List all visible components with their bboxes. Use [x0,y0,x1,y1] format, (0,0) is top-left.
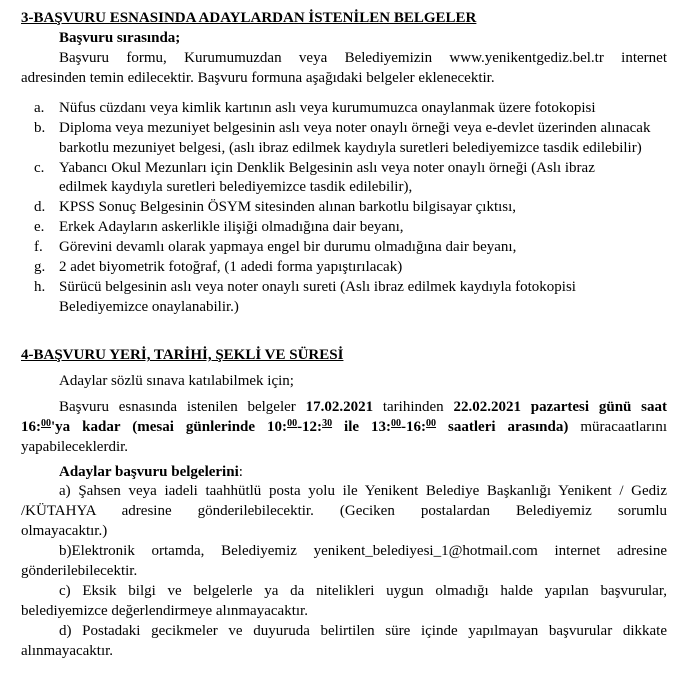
application-dates-line-3: yapabileceklerdir. [21,439,129,455]
list-item-text: KPSS Sonuç Belgesinin ÖSYM sitesinden alınan barkotlu bilgisayar çıktısı, [59,199,517,215]
application-dates-text: Başvuru esnasında istenilen belgeler [59,399,306,415]
end-date: 22.02.2021 pazartesi günü saat [453,399,667,415]
list-item-text: 2 adet biyometrik fotoğraf, (1 adedi forma yapıştırılacak) [59,259,403,275]
section-3-subheading: Başvuru sırasında; [59,30,181,46]
submission-intro-colon: : [238,464,243,480]
submission-option-b-line-1: b)Elektronik ortamda, Belediyemiz yenikent_belediyesi_1@hotmail.com internet adresine [59,543,667,559]
deadline-hour: 16: [21,419,41,435]
submission-option-a-line-1: a) Şahsen veya iadeli taahhütlü posta yolu ile Yenikent Belediye Başkanlığı Yenikent / Gediz [59,483,667,499]
list-item-text: Yabancı Okul Mezunları için Denklik Belgesinin aslı veya noter onaylı örneği (Aslı ibraz [59,160,595,176]
office-hours-minute: 00 [391,418,402,429]
office-hours-text: -16: [401,419,427,435]
office-hours-minute: 30 [322,418,333,429]
submission-option-d-line-1: d) Postadaki gecikmeler ve duyuruda belirtilen süre içinde yapılmayan başvurular dikkate [59,623,667,639]
submission-intro [59,463,243,482]
application-dates-line-1 [59,398,667,417]
list-item-text: Belediyemizce onaylanabilir.) [59,299,239,315]
application-dates-text: tarihinden [373,399,454,415]
deadline-minute: 00 [41,418,51,429]
list-letter: h. [34,279,46,295]
application-dates-text: müracaatlarını [568,419,667,435]
start-date: 17.02.2021 [305,399,374,415]
list-item-text: Görevini devamlı olarak yapmaya engel bir durumu olmadığına dair beyanı, [59,239,517,255]
submission-intro-label: Adaylar başvuru belgelerini [59,464,239,480]
section-3-intro-line-2: adresinden temin edilecektir. Başvuru formuna aşağıdaki belgeler eklenecektir. [21,70,495,86]
list-letter: f. [34,239,43,255]
office-hours-text: -12: [297,419,323,435]
office-hours-text: 'ya kadar (mesai günlerinde 10: [51,419,288,435]
submission-option-a-line-3: olmayacaktır.) [21,523,108,539]
office-hours-minute: 00 [426,418,437,429]
office-hours-text: saatleri arasında) [436,419,569,435]
submission-option-c-line-1: c) Eksik bilgi ve belgelerle ya da nitelikleri uygun olmadığı halde yapılan başvurular, [59,583,667,599]
office-hours-text: ile 13: [332,419,392,435]
submission-option-a-line-2: /KÜTAHYA adresine gönderilebilecektir. (Geciken postalardan Belediyemiz sorumlu [21,503,667,519]
list-item-text: edilmek kaydıyla suretleri belediyemizce tasdik edilebilir), [59,179,413,195]
section-4-paragraph-1: Adaylar sözlü sınava katılabilmek için; [59,373,294,389]
list-letter: b. [34,120,46,136]
list-letter: e. [34,219,45,235]
list-item-text: Nüfus cüzdanı veya kimlik kartının aslı veya kurumumuzca onaylanmak üzere fotokopisi [59,100,596,116]
section-4-heading: 4-BAŞVURU YERİ, TARİHİ, ŞEKLİ VE SÜRESİ [21,347,344,363]
submission-option-d-line-2: alınmayacaktır. [21,643,114,659]
office-hours-minute: 00 [287,418,298,429]
list-letter: d. [34,199,46,215]
section-3-intro-line-1: Başvuru formu, Kurumumuzdan veya Belediyemizin www.yenikentgediz.bel.tr internet [59,50,667,66]
list-item-text: barkotlu mezuniyet belgesi, (aslı ibraz edilmek kaydıyla suretleri belediyemizce tasdik edilebilir) [59,140,642,156]
list-item-text: Diploma veya mezuniyet belgesinin aslı veya noter onaylı örneği veya e-devlet üzerinden alınacak [59,120,651,136]
list-item-text: Sürücü belgesinin aslı veya noter onaylı sureti (Aslı ibraz edilmek kaydıyla fotokopisi [59,279,576,295]
list-item-text: Erkek Adayların askerlikle ilişiği olmadığına dair beyanı, [59,219,404,235]
application-dates-line-2 [21,418,667,437]
list-letter: g. [34,259,46,275]
section-3-heading: 3-BAŞVURU ESNASINDA ADAYLARDAN İSTENİLEN BELGELER [21,10,477,26]
list-letter: c. [34,160,45,176]
list-letter: a. [34,100,45,116]
submission-option-c-line-2: belediyemizce değerlendirmeye alınmayacaktır. [21,603,308,619]
submission-option-b-line-2: gönderilebilecektir. [21,563,138,579]
